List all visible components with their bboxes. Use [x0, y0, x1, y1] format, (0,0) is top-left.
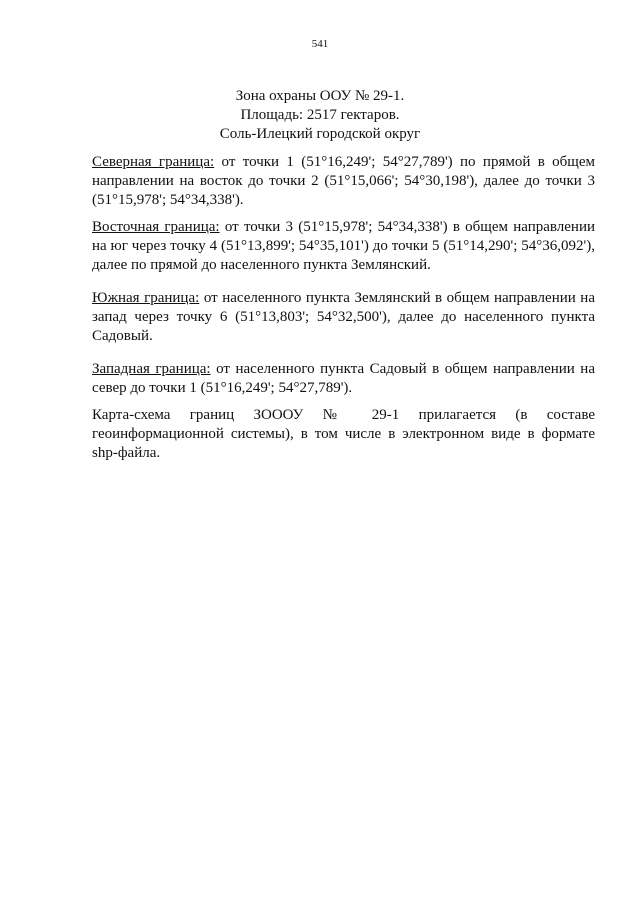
title-zone: Зона охраны ООУ № 29-1.	[235, 88, 405, 104]
north-boundary-paragraph	[92, 153, 595, 210]
document-title	[0, 87, 640, 144]
east-boundary-text: от точки 3 (51°15,978'; 54°34,338') в общем направлении на юг через точку 4 (51°13,899'; 54°35,101') до точки 5 (51°14,290'; 54°36,092'), далее по прямой до населенного пункта Землянский.	[92, 219, 595, 273]
north-boundary-heading: Северная граница:	[92, 154, 215, 170]
map-scheme-note: Карта-схема границ ЗОООУ № 29-1 прилагается (в составе геоинформационной системы), в том числе в электронном виде в формате shp-файла.	[92, 407, 595, 461]
west-boundary-heading: Западная граница:	[92, 361, 211, 377]
north-boundary-text: от точки 1 (51°16,249'; 54°27,789') по прямой в общем направлении на восток до точки 2 (51°15,066'; 54°30,198'), далее до точки 3 (51°15,978'; 54°34,338').	[92, 154, 595, 208]
east-boundary-paragraph	[92, 218, 595, 275]
title-area: Площадь: 2517 гектаров.	[240, 107, 400, 123]
east-boundary-heading: Восточная граница:	[92, 219, 220, 235]
title-district: Соль-Илецкий городской округ	[219, 126, 421, 142]
west-boundary-text: от населенного пункта Садовый в общем направлении на север до точки 1 (51°16,249'; 54°27,789').	[92, 361, 595, 396]
south-boundary-heading: Южная граница:	[92, 290, 200, 306]
west-boundary-paragraph	[92, 360, 595, 398]
south-boundary-text: от населенного пункта Землянский в общем направлении на запад через точку 6 (51°13,803'; 54°32,500'), далее до населенного пункта Садовый.	[92, 290, 595, 344]
south-boundary-paragraph	[92, 289, 595, 346]
page-number: 541	[311, 38, 329, 50]
